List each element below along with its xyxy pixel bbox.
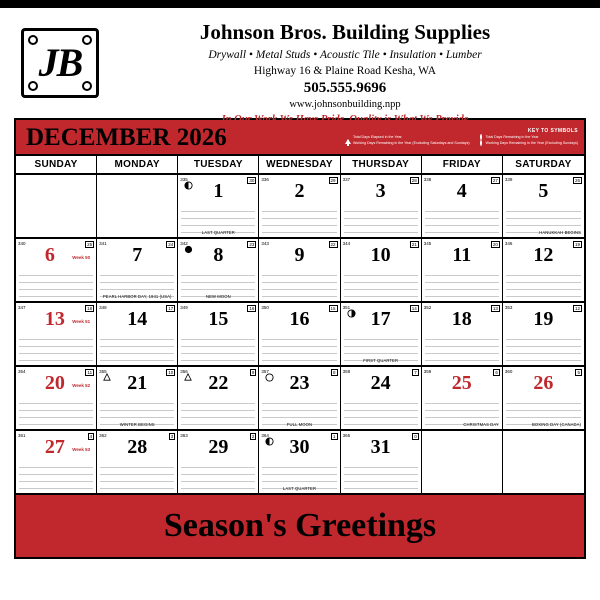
calendar-block xyxy=(14,118,586,495)
moon-phase-icon xyxy=(184,245,193,254)
weekday-tuesday: TUESDAY xyxy=(178,156,259,173)
day-number: 19 xyxy=(533,308,554,330)
calendar-cell-day-9 xyxy=(259,239,340,303)
julian-day: 350 xyxy=(261,305,269,310)
days-remaining: 1 xyxy=(333,434,336,439)
days-remaining: 13 xyxy=(492,306,498,311)
days-remaining: 3 xyxy=(170,434,174,439)
julian-day: 349 xyxy=(180,305,188,310)
day-event-label: LAST QUARTER xyxy=(201,230,235,235)
julian-day: 338 xyxy=(423,177,432,182)
calendar-cell-day-3 xyxy=(341,175,422,239)
julian-day: 347 xyxy=(18,305,26,310)
note-lines xyxy=(100,397,174,425)
days-remaining: 2 xyxy=(251,434,255,439)
company-logo-icon xyxy=(21,28,99,98)
day-number: 13 xyxy=(44,308,65,330)
day-number: 10 xyxy=(370,244,391,266)
days-remaining: 18 xyxy=(87,306,93,311)
company-name: Johnson Bros. Building Supplies xyxy=(199,20,491,44)
calendar-cell-day-18 xyxy=(422,303,503,367)
calendar-cell-day-1 xyxy=(178,175,259,239)
key-title: KEY TO SYMBOLS xyxy=(527,127,578,134)
calendar-cell-day-10 xyxy=(341,239,422,303)
day-number: 20 xyxy=(44,372,65,394)
logo-dot-icon xyxy=(28,81,38,91)
day-event-label: CHRISTMAS DAY xyxy=(463,422,499,427)
julian-day: 340 xyxy=(18,241,26,246)
header xyxy=(0,8,600,125)
note-lines xyxy=(262,397,336,425)
day-number: 9 xyxy=(294,244,305,266)
note-lines xyxy=(506,205,581,233)
julian-day: 344 xyxy=(342,241,351,246)
day-event-label: PEARL HARBOR DAY, 1941 (USA) xyxy=(102,294,172,299)
note-lines xyxy=(344,397,418,425)
logo-dot-icon xyxy=(28,35,38,45)
days-remaining: 30 xyxy=(249,178,255,183)
julian-day: 365 xyxy=(342,433,351,438)
julian-day: 358 xyxy=(342,369,351,374)
julian-day: 343 xyxy=(261,241,269,246)
julian-day: 341 xyxy=(99,241,107,246)
julian-day: 353 xyxy=(504,305,513,310)
greeting-banner xyxy=(14,495,586,559)
day-number: 28 xyxy=(127,436,148,458)
calendar-cell-day-6 xyxy=(16,239,97,303)
calendar-cell-day-25 xyxy=(422,367,503,431)
week-number: Week 52 xyxy=(72,383,91,388)
days-remaining: 12 xyxy=(574,306,580,311)
weekday-header-row xyxy=(16,156,584,175)
days-remaining: 5 xyxy=(577,370,580,375)
calendar-cell-day-19 xyxy=(503,303,584,367)
day-event-label: HANUKKAH BEGINS xyxy=(539,230,581,235)
note-lines xyxy=(344,205,418,233)
note-lines xyxy=(181,461,255,489)
day-event-label: LAST QUARTER xyxy=(282,486,317,491)
day-number: 30 xyxy=(289,436,310,458)
note-lines xyxy=(506,269,581,297)
note-lines xyxy=(100,461,174,489)
day-number: 21 xyxy=(127,372,148,394)
julian-day: 342 xyxy=(180,241,188,246)
days-remaining: 23 xyxy=(249,242,255,247)
julian-day: 346 xyxy=(504,241,513,246)
moon-phase-icon xyxy=(184,181,193,190)
days-remaining: 16 xyxy=(249,306,255,311)
calendar-cell-day-30 xyxy=(259,431,340,495)
days-remaining: 14 xyxy=(411,306,417,311)
days-remaining: 7 xyxy=(414,370,417,375)
calendar-cell-empty xyxy=(422,431,503,495)
day-number: 4 xyxy=(456,180,467,202)
key-entry-text: Total Days Remaining in the Year xyxy=(485,134,539,139)
key-to-symbols xyxy=(227,120,584,154)
week-number: Week 50 xyxy=(72,255,91,260)
calendar-cell-day-12 xyxy=(503,239,584,303)
days-remaining: 26 xyxy=(574,178,580,183)
calendar-cell-day-24 xyxy=(341,367,422,431)
calendar-cell-day-4 xyxy=(422,175,503,239)
note-lines xyxy=(344,269,418,297)
days-remaining: 4 xyxy=(89,434,93,439)
calendar-cell-day-31 xyxy=(341,431,422,495)
day-number: 7 xyxy=(132,244,143,266)
calendar-cell-day-26 xyxy=(503,367,584,431)
day-number: 27 xyxy=(44,436,65,458)
days-remaining: 21 xyxy=(411,242,417,247)
calendar-cell-empty xyxy=(16,175,97,239)
key-entry-text: Working Days Remaining in the Year (Excluding Saturdays and Sundays) xyxy=(352,140,470,145)
day-number: 31 xyxy=(370,436,391,458)
note-lines xyxy=(19,397,93,425)
calendar-cell-day-14 xyxy=(97,303,178,367)
calendar-cell-empty xyxy=(503,431,584,495)
days-remaining: 28 xyxy=(411,178,417,183)
day-number: 12 xyxy=(533,244,554,266)
day-event-label: FULL MOON xyxy=(286,422,313,427)
moon-phase-icon xyxy=(265,373,274,382)
moon-phase-icon xyxy=(103,373,111,381)
weekday-saturday: SATURDAY xyxy=(515,159,572,170)
company-address: Highway 16 & Plaine Road Kesha, WA xyxy=(253,65,437,77)
calendar-cell-day-29 xyxy=(178,431,259,495)
weekday-thursday: THURSDAY xyxy=(341,156,422,173)
calendar-cell-day-5 xyxy=(503,175,584,239)
weekday-wednesday: WEDNESDAY xyxy=(259,156,340,173)
day-number: 2 xyxy=(294,180,305,202)
calendar-cell-day-20 xyxy=(16,367,97,431)
calendar-grid xyxy=(16,175,584,495)
calendar-cell-day-2 xyxy=(259,175,340,239)
note-lines xyxy=(181,397,255,425)
day-number: 25 xyxy=(451,372,472,394)
note-lines xyxy=(425,205,499,233)
note-lines xyxy=(181,333,255,361)
note-lines xyxy=(262,205,336,233)
circle-icon xyxy=(480,140,482,146)
note-lines xyxy=(425,397,499,425)
company-website: www.johnsonbuilding.npp xyxy=(289,99,401,110)
julian-day: 360 xyxy=(504,369,513,374)
logo-dot-icon xyxy=(82,35,92,45)
circle-icon xyxy=(480,134,482,140)
days-remaining: 9 xyxy=(251,370,255,375)
note-lines xyxy=(344,461,418,489)
company-phone: 505.555.9696 xyxy=(303,80,387,96)
note-lines xyxy=(181,205,255,233)
note-lines xyxy=(262,333,336,361)
logo-container xyxy=(0,16,120,98)
day-number: 26 xyxy=(533,372,554,394)
calendar-cell-day-23 xyxy=(259,367,340,431)
day-number: 8 xyxy=(213,244,224,266)
day-number: 22 xyxy=(208,372,229,394)
julian-day: 361 xyxy=(18,433,26,438)
day-number: 3 xyxy=(375,180,386,202)
days-remaining: 8 xyxy=(333,370,336,375)
days-remaining: 15 xyxy=(330,306,336,311)
note-lines xyxy=(344,333,418,361)
note-lines xyxy=(425,333,499,361)
calendar-cell-day-7 xyxy=(97,239,178,303)
square-icon xyxy=(347,140,349,146)
calendar-cell-day-15 xyxy=(178,303,259,367)
calendar-cell-day-22 xyxy=(178,367,259,431)
day-number: 1 xyxy=(213,180,224,202)
days-remaining: 20 xyxy=(492,242,498,247)
julian-day: 363 xyxy=(180,433,188,438)
note-lines xyxy=(425,269,499,297)
week-number: Week 51 xyxy=(72,319,91,324)
calendar-cell-day-11 xyxy=(422,239,503,303)
day-number: 14 xyxy=(127,308,148,330)
day-number: 24 xyxy=(370,372,391,394)
day-event-label: BOXING DAY (CANADA) xyxy=(532,422,581,427)
julian-day: 357 xyxy=(261,369,269,374)
calendar-cell-day-8 xyxy=(178,239,259,303)
day-event-label: NEW MOON xyxy=(205,294,231,299)
calendar-cell-day-16 xyxy=(259,303,340,367)
greeting-text: Season's Greetings xyxy=(163,507,437,544)
day-event-label: WINTER BEGINS xyxy=(119,422,155,427)
company-products: Drywall • Metal Studs • Acoustic Tile • Insulation • Lumber xyxy=(208,49,482,61)
days-remaining: 6 xyxy=(495,370,498,375)
calendar-cell-day-13 xyxy=(16,303,97,367)
note-lines xyxy=(181,269,255,297)
julian-day: 351 xyxy=(342,305,351,310)
moon-phase-icon xyxy=(347,309,356,318)
month-title: DECEMBER 2026 xyxy=(26,124,227,151)
note-lines xyxy=(506,333,581,361)
moon-phase-icon xyxy=(184,373,192,381)
company-slogan: In Our Work We Have Pride, Quality is What We Provide xyxy=(221,114,469,125)
julian-day: 359 xyxy=(423,369,432,374)
moon-phase-icon xyxy=(265,437,274,446)
day-number: 17 xyxy=(370,308,391,330)
days-remaining: 0 xyxy=(414,434,417,439)
days-remaining: 19 xyxy=(574,242,580,247)
julian-day: 356 xyxy=(180,369,188,374)
calendar-cell-day-28 xyxy=(97,431,178,495)
day-number: 18 xyxy=(451,308,472,330)
days-remaining: 17 xyxy=(168,306,174,311)
day-number: 15 xyxy=(208,308,229,330)
julian-day: 336 xyxy=(261,177,269,182)
julian-day: 362 xyxy=(99,433,107,438)
days-remaining: 29 xyxy=(330,178,336,183)
weekday-friday: FRIDAY xyxy=(422,156,503,173)
weekday-sunday: SUNDAY xyxy=(16,156,97,173)
julian-day: 337 xyxy=(342,177,351,182)
day-number: 16 xyxy=(289,308,310,330)
month-banner xyxy=(16,120,584,156)
julian-day: 348 xyxy=(99,305,107,310)
julian-day: 352 xyxy=(423,305,432,310)
julian-day: 354 xyxy=(18,369,26,374)
julian-day: 339 xyxy=(504,177,513,182)
top-black-bar xyxy=(0,0,600,8)
note-lines xyxy=(100,333,174,361)
header-text-block xyxy=(120,16,600,125)
days-remaining: 24 xyxy=(168,242,174,247)
calendar-cell-day-17 xyxy=(341,303,422,367)
julian-day: 364 xyxy=(261,433,269,438)
day-number: 5 xyxy=(538,180,549,202)
julian-day: 345 xyxy=(423,241,432,246)
day-number: 23 xyxy=(289,372,310,394)
note-lines xyxy=(262,269,336,297)
calendar-cell-day-27 xyxy=(16,431,97,495)
julian-day: 335 xyxy=(180,177,188,182)
day-number: 6 xyxy=(44,244,55,266)
key-entry-text: Total Days Elapsed in the Year xyxy=(352,134,402,139)
note-lines xyxy=(19,461,93,489)
days-remaining: 10 xyxy=(168,370,174,375)
logo-dot-icon xyxy=(82,81,92,91)
calendar-cell-empty xyxy=(97,175,178,239)
week-number: Week 53 xyxy=(72,447,91,452)
days-remaining: 27 xyxy=(492,178,498,183)
key-entry-text: Working Days Remaining in the Year (Excluding Sundays) xyxy=(485,140,578,145)
logo-text: JB xyxy=(38,40,82,85)
note-lines xyxy=(506,397,581,425)
days-remaining: 11 xyxy=(87,370,93,375)
note-lines xyxy=(100,269,174,297)
note-lines xyxy=(19,333,93,361)
note-lines xyxy=(262,461,336,489)
calendar-cell-day-21 xyxy=(97,367,178,431)
day-number: 11 xyxy=(452,244,472,266)
days-remaining: 22 xyxy=(330,242,336,247)
day-event-label: FIRST QUARTER xyxy=(363,358,399,363)
julian-day: 355 xyxy=(99,369,107,374)
note-lines xyxy=(19,269,93,297)
day-number: 29 xyxy=(208,436,229,458)
weekday-monday: MONDAY xyxy=(97,156,178,173)
days-remaining: 25 xyxy=(87,242,93,247)
